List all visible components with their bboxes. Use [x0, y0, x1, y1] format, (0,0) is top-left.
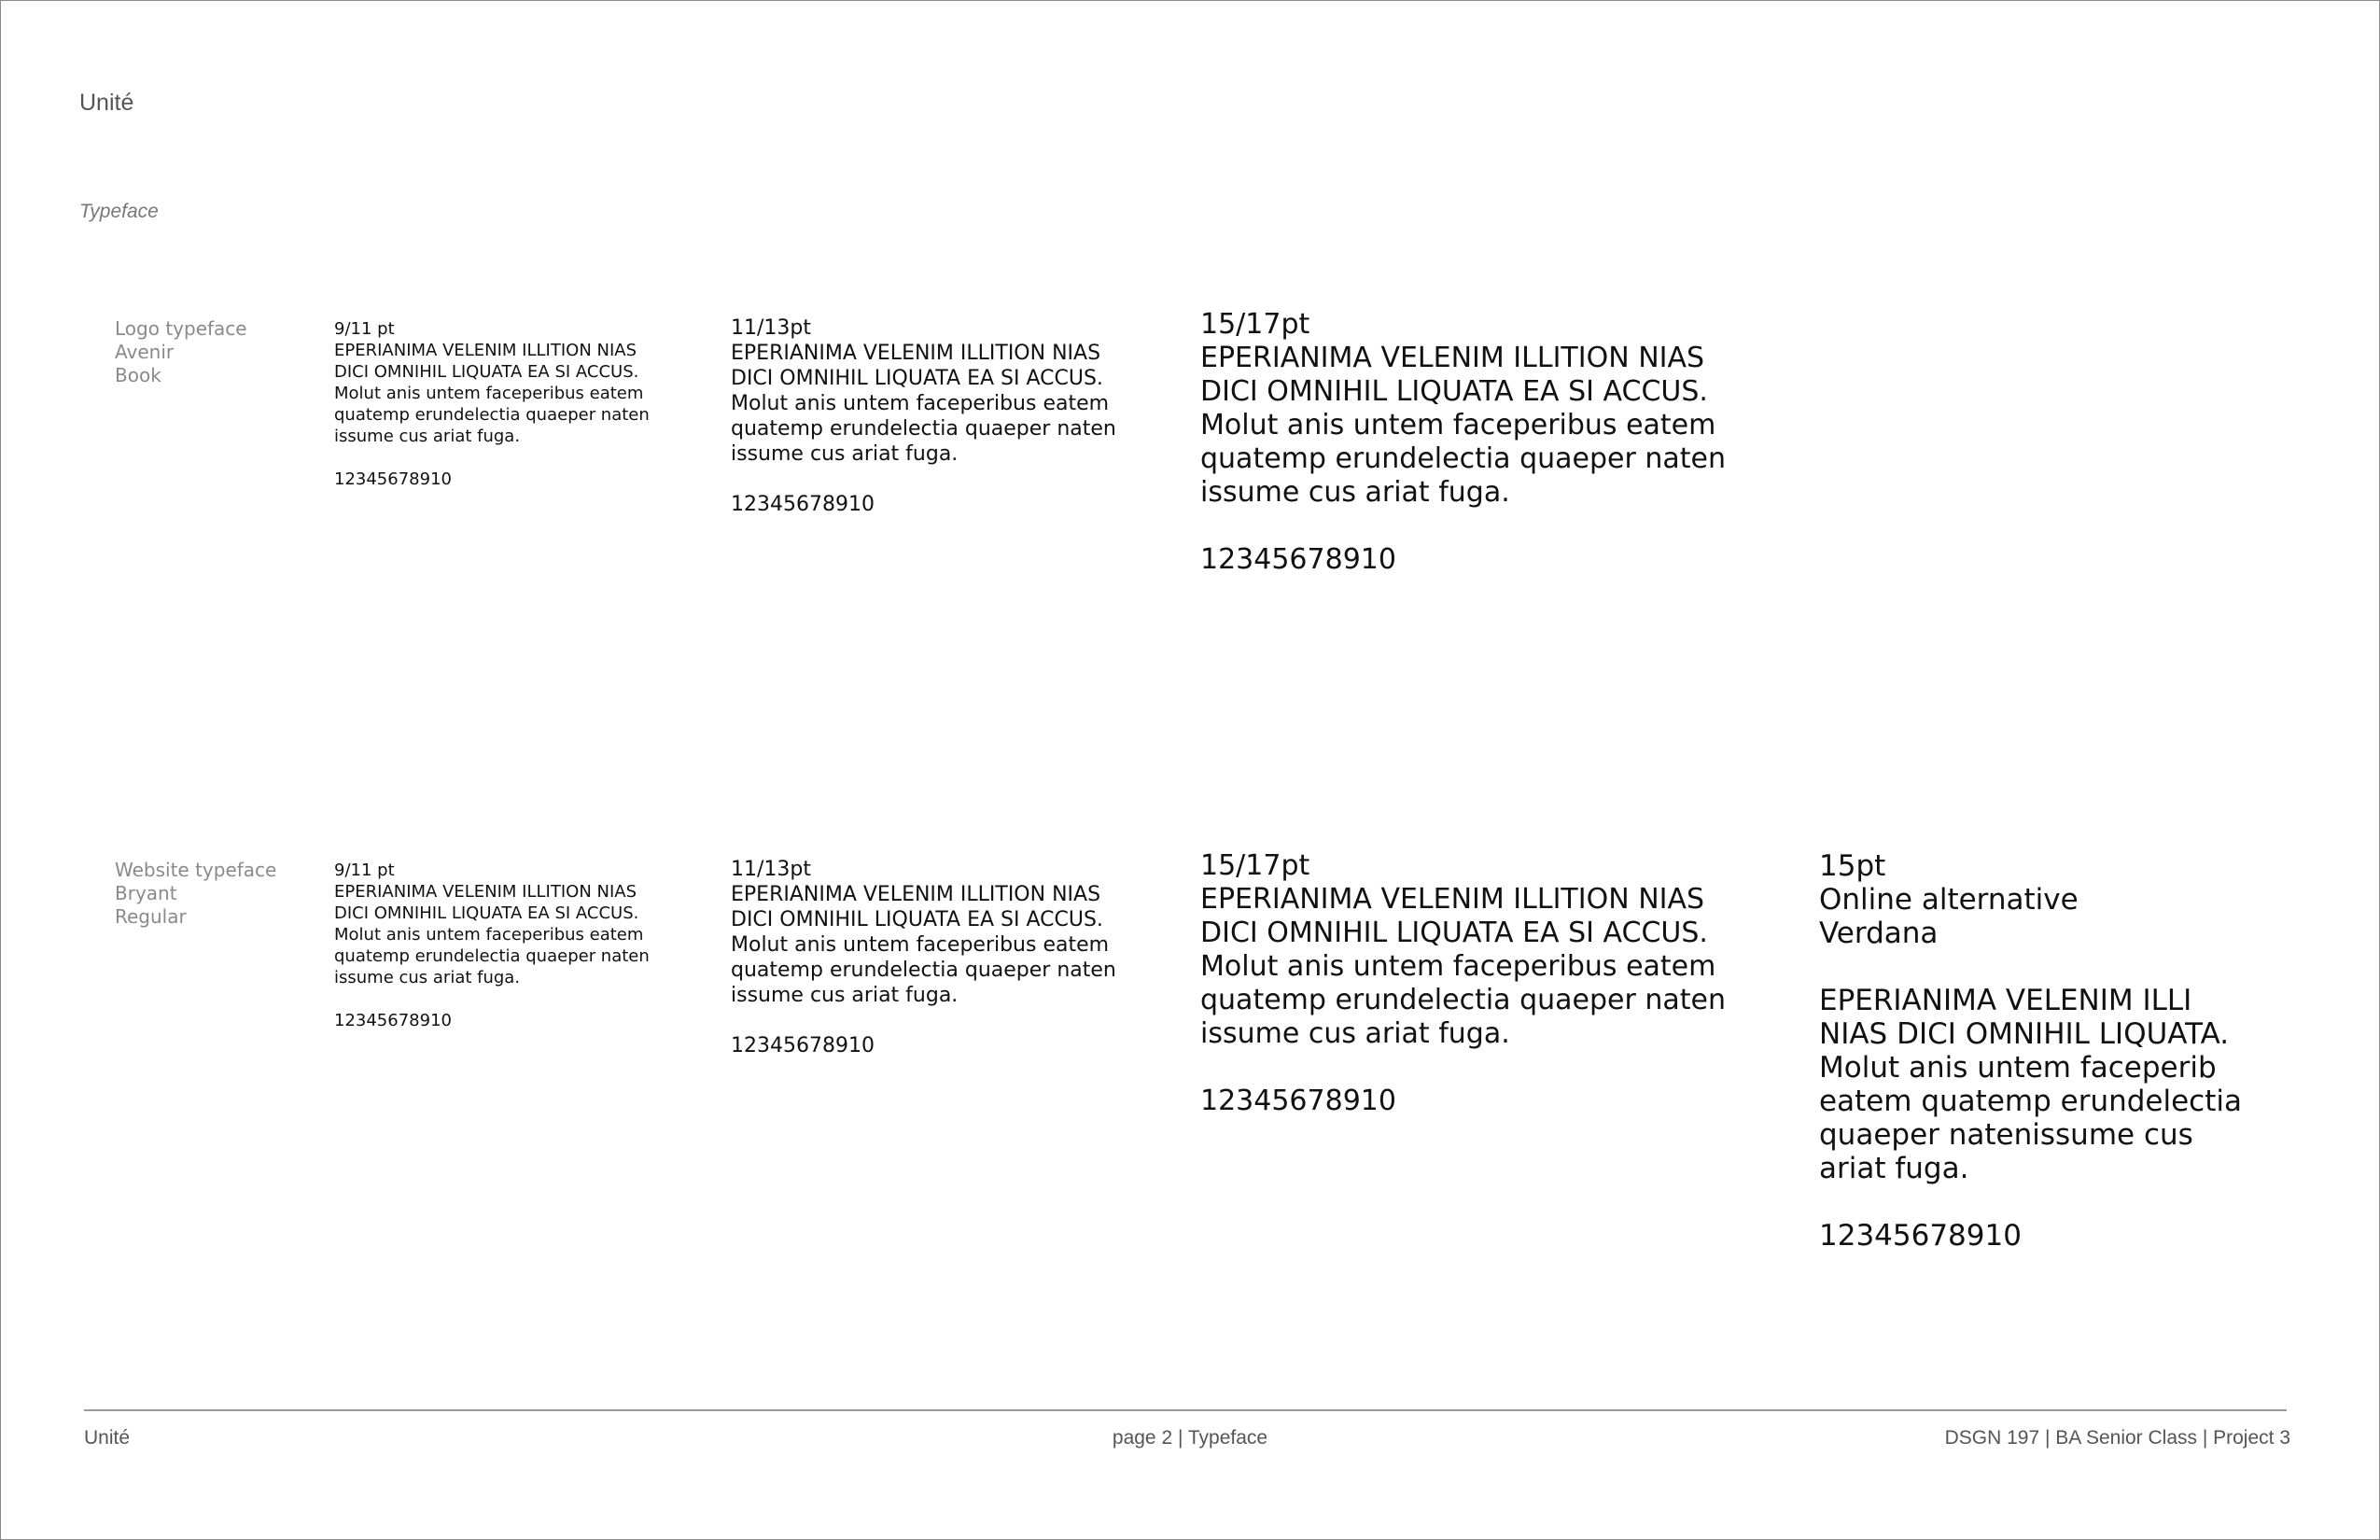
specimen-body: Molut anis untem faceperibus eatem quatemp erundelectia quaeper naten issume cus ariat fuga. — [1200, 409, 1726, 509]
footer-rule — [84, 1409, 2287, 1411]
specimen-caps: EPERIANIMA VELENIM ILLITION NIAS DICI OMNIHIL LIQUATA EA SI ACCUS. — [334, 882, 639, 923]
online-alternative-title: Online alternative Verdana — [1819, 883, 2079, 950]
specimen-size: 11/13pt — [731, 858, 811, 881]
online-alternative-specimen — [1819, 849, 2242, 1253]
specimen-body: Molut anis untem faceperibus eatem quatemp erundelectia quaeper naten issume cus ariat fuga. — [334, 384, 650, 446]
specimen-caps: EPERIANIMA VELENIM ILLITION NIAS DICI OMNIHIL LIQUATA EA SI ACCUS. — [731, 883, 1103, 931]
website-specimen-9pt — [334, 860, 650, 1031]
specimen-text: EPERIANIMA VELENIM ILLI NIAS DICI OMNIHIL LIQUATA. Molut anis untem faceperib eatem quatemp erundelectia quaeper natenissume cus ariat fuga. — [1819, 984, 2242, 1185]
specimen-size: 15/17pt — [1200, 308, 1310, 341]
specimen-size: 15pt — [1819, 849, 1886, 883]
typeface-weight: Regular — [115, 905, 187, 928]
logo-specimen-11pt — [731, 315, 1116, 517]
specimen-size: 11/13pt — [731, 316, 811, 340]
specimen-size: 9/11 pt — [334, 861, 395, 880]
specimen-caps: EPERIANIMA VELENIM ILLITION NIAS DICI OMNIHIL LIQUATA EA SI ACCUS. — [731, 342, 1103, 390]
specimen-numbers: 12345678910 — [731, 1034, 875, 1057]
website-specimen-11pt — [731, 857, 1116, 1058]
section-label: Typeface — [79, 201, 159, 222]
specimen-numbers: 12345678910 — [731, 493, 875, 516]
specimen-numbers: 12345678910 — [1200, 543, 1396, 576]
specimen-caps: EPERIANIMA VELENIM ILLITION NIAS DICI OMNIHIL LIQUATA EA SI ACCUS. — [1200, 342, 1708, 408]
logo-specimen-15pt — [1200, 308, 1726, 577]
website-typeface-label — [115, 859, 276, 929]
website-specimen-15pt — [1200, 849, 1726, 1118]
specimen-numbers: 12345678910 — [334, 1011, 452, 1030]
specimen-numbers: 12345678910 — [1819, 1219, 2022, 1253]
logo-typeface-label — [115, 317, 247, 387]
typeface-family: Avenir — [115, 341, 175, 363]
specimen-size: 9/11 pt — [334, 319, 395, 339]
typeface-weight: Book — [115, 364, 161, 386]
logo-specimen-9pt — [334, 318, 650, 490]
specimen-body: Molut anis untem faceperibus eatem quatemp erundelectia quaeper naten issume cus ariat fuga. — [1200, 950, 1726, 1050]
specimen-size: 15/17pt — [1200, 849, 1310, 882]
typeface-role: Website typeface — [115, 859, 277, 881]
footer-page-number: page 2 | Typeface — [1112, 1427, 1268, 1449]
brand-title: Unité — [79, 90, 134, 116]
specimen-numbers: 12345678910 — [1200, 1085, 1396, 1117]
specimen-body: Molut anis untem faceperibus eatem quatemp erundelectia quaeper naten issume cus ariat fuga. — [334, 925, 650, 987]
specimen-body: Molut anis untem faceperibus eatem quatemp erundelectia quaeper naten issume cus ariat fuga. — [731, 933, 1116, 1007]
footer-course-info: DSGN 197 | BA Senior Class | Project 3 — [1944, 1427, 2290, 1449]
typeface-role: Logo typeface — [115, 317, 247, 340]
specimen-caps: EPERIANIMA VELENIM ILLITION NIAS DICI OMNIHIL LIQUATA EA SI ACCUS. — [1200, 883, 1708, 949]
specimen-caps: EPERIANIMA VELENIM ILLITION NIAS DICI OMNIHIL LIQUATA EA SI ACCUS. — [334, 341, 639, 382]
specimen-body: Molut anis untem faceperibus eatem quatemp erundelectia quaeper naten issume cus ariat fuga. — [731, 392, 1116, 466]
specimen-numbers: 12345678910 — [334, 469, 452, 489]
typeface-family: Bryant — [115, 882, 177, 904]
footer-brand: Unité — [84, 1427, 131, 1449]
